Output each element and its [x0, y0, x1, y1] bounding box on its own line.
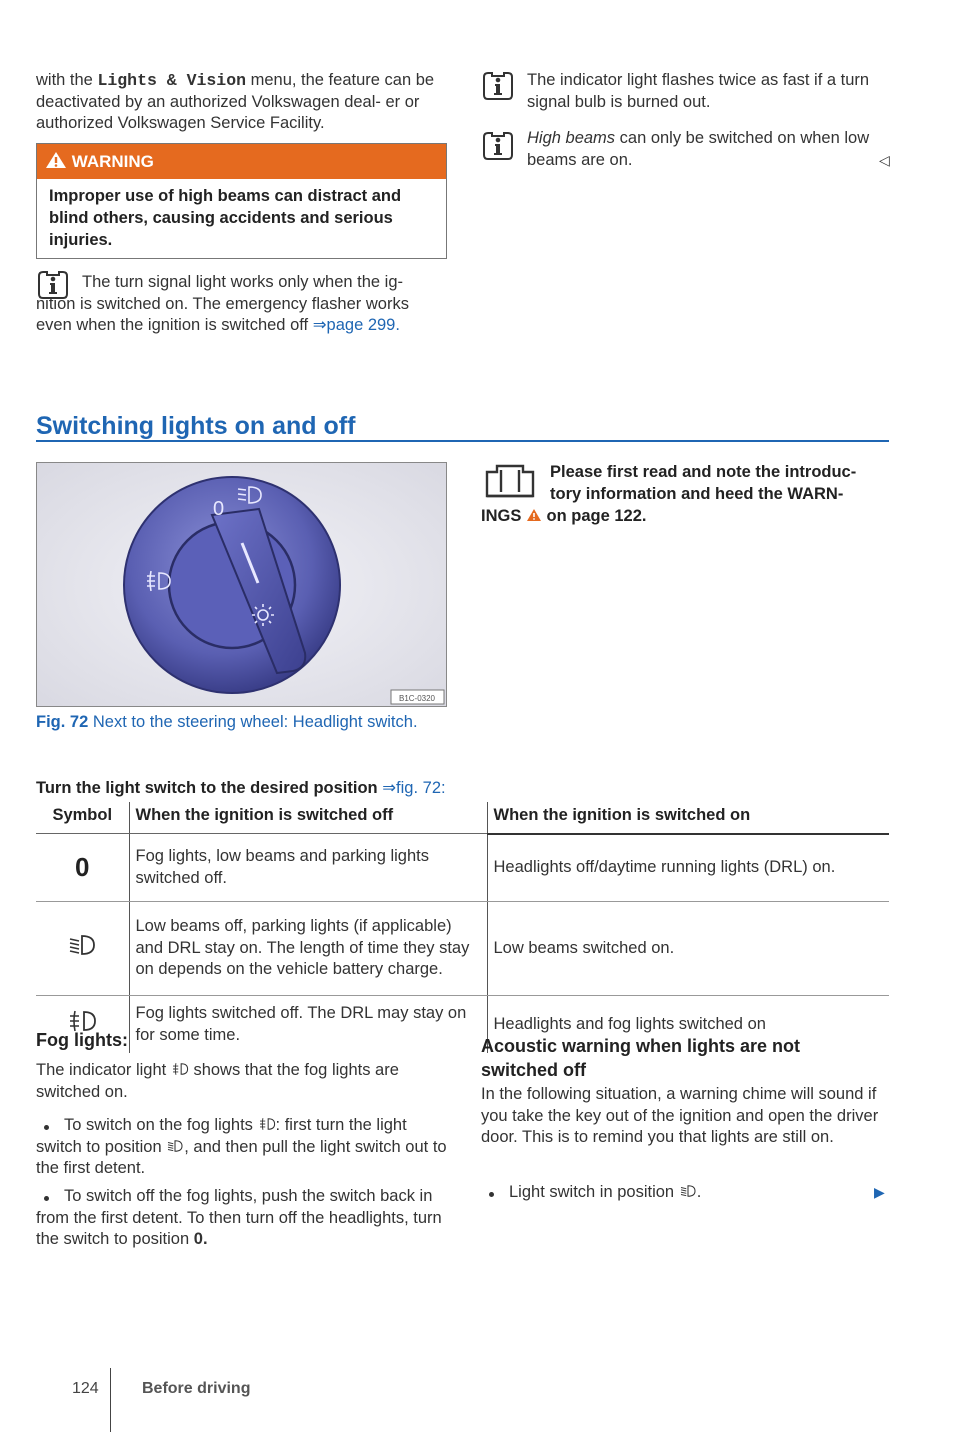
header-ignition-off: When the ignition is switched off [129, 802, 487, 834]
fog-light-icon [258, 1117, 276, 1131]
figure-label: Fig. 72 [36, 713, 89, 731]
warning-box [36, 143, 447, 259]
fog-bullet-2: To switch off the fog lights, push the switch back in from the first detent. To then turn off the headlights, turn the switch to position 0. [36, 1187, 442, 1248]
low-beam-icon [67, 933, 97, 957]
section-divider [36, 440, 889, 442]
table-row [36, 902, 889, 996]
header-symbol: Symbol [36, 802, 129, 834]
chapter-title: Before driving [142, 1380, 251, 1397]
intro-line-3: INGS on page 122. [481, 507, 647, 525]
section-title: Switching lights on and off [36, 412, 356, 440]
figure-ref-link[interactable]: ⇒fig. 72: [382, 779, 446, 797]
continue-arrow-icon: ▶ [874, 1184, 885, 1200]
table-row [36, 834, 889, 902]
cell-off: Low beams off, parking lights (if applicable) and DRL stay on. The length of time they stay on depends on the vehicle battery charge. [129, 902, 487, 996]
info-icon [481, 131, 515, 161]
warning-title: WARNING [71, 152, 154, 171]
indicator-note: The indicator light flashes twice as fast if a turn signal bulb is burned out. [527, 71, 870, 111]
page-ref-link[interactable]: ⇒page 299. [312, 316, 400, 334]
headlight-switch-image [37, 463, 447, 707]
figure-code: B1C-0320 [398, 694, 436, 703]
fog-intro: The indicator light shows that the fog lights are switched on. [36, 1061, 399, 1101]
intro-paragraph: with the Lights & Vision menu, the feature can be deactivated by an authorized Volkswagen deal- er or authorized Volkswagen Service Facility. [36, 71, 435, 132]
warning-triangle-icon [45, 151, 67, 169]
cell-off: Fog lights switched off. The DRL may stay on for some time. [129, 996, 487, 1054]
menu-name: Lights & Vision [97, 71, 246, 90]
cell-on: Low beams switched on. [487, 902, 889, 996]
intro-line-1: Please first read and note the introduc- [550, 463, 857, 481]
page-number: 124 [72, 1380, 99, 1397]
header-ignition-on: When the ignition is switched on [487, 802, 889, 834]
fog-heading: Fog lights: [36, 1030, 128, 1050]
warning-header [37, 144, 446, 179]
cell-on: Headlights off/daytime running lights (DRL) on. [487, 834, 889, 902]
cell-on: Headlights and fog lights switched on [487, 996, 889, 1054]
fog-light-icon [171, 1062, 189, 1076]
low-beam-icon [679, 1184, 697, 1198]
warning-text: Improper use of high beams can distract and blind others, causing accidents and serious injuries. [49, 187, 402, 249]
acoustic-heading: Acoustic warning when lights are not switched off [481, 1036, 801, 1080]
turn-signal-note: The turn signal light works only when the ig- nition is switched on. The emergency flasher works even when the ignition is switched off ⇒page 299. [36, 273, 409, 334]
info-icon [481, 71, 515, 101]
symbol-zero: 0 [36, 834, 129, 902]
headlight-switch-figure [36, 462, 447, 707]
acoustic-bullet: Light switch in position . [509, 1183, 702, 1201]
bullet [489, 1192, 494, 1197]
end-mark: ◁ [879, 152, 890, 168]
intro-page-ref[interactable]: on page 122. [546, 507, 647, 525]
warning-triangle-icon [526, 508, 542, 522]
fog-bullet-1: To switch on the fog lights : first turn the light switch to position , and then pull the light switch out to the first detent. [36, 1116, 447, 1177]
high-beams-note: High beams can only be switched on when low beams are on. [527, 129, 870, 169]
intro-line-2: tory information and heed the WARN- [550, 485, 844, 503]
footer-divider [110, 1368, 111, 1432]
light-switch-table [36, 802, 889, 1053]
cell-off: Fog lights, low beams and parking lights switched off. [129, 834, 487, 902]
table-lead: Turn the light switch to the desired position ⇒fig. 72: [36, 779, 446, 797]
acoustic-body: In the following situation, a warning chime will sound if you take the key out of the ignition and open the driver door. This is to remind you that lights are still on. [481, 1085, 879, 1146]
table-header-row [36, 802, 889, 834]
figure-caption: Fig. 72 Next to the steering wheel: Headlight switch. [36, 713, 418, 731]
low-beam-icon [166, 1139, 184, 1153]
dial-position-0: 0 [213, 498, 225, 520]
book-icon [481, 462, 539, 500]
